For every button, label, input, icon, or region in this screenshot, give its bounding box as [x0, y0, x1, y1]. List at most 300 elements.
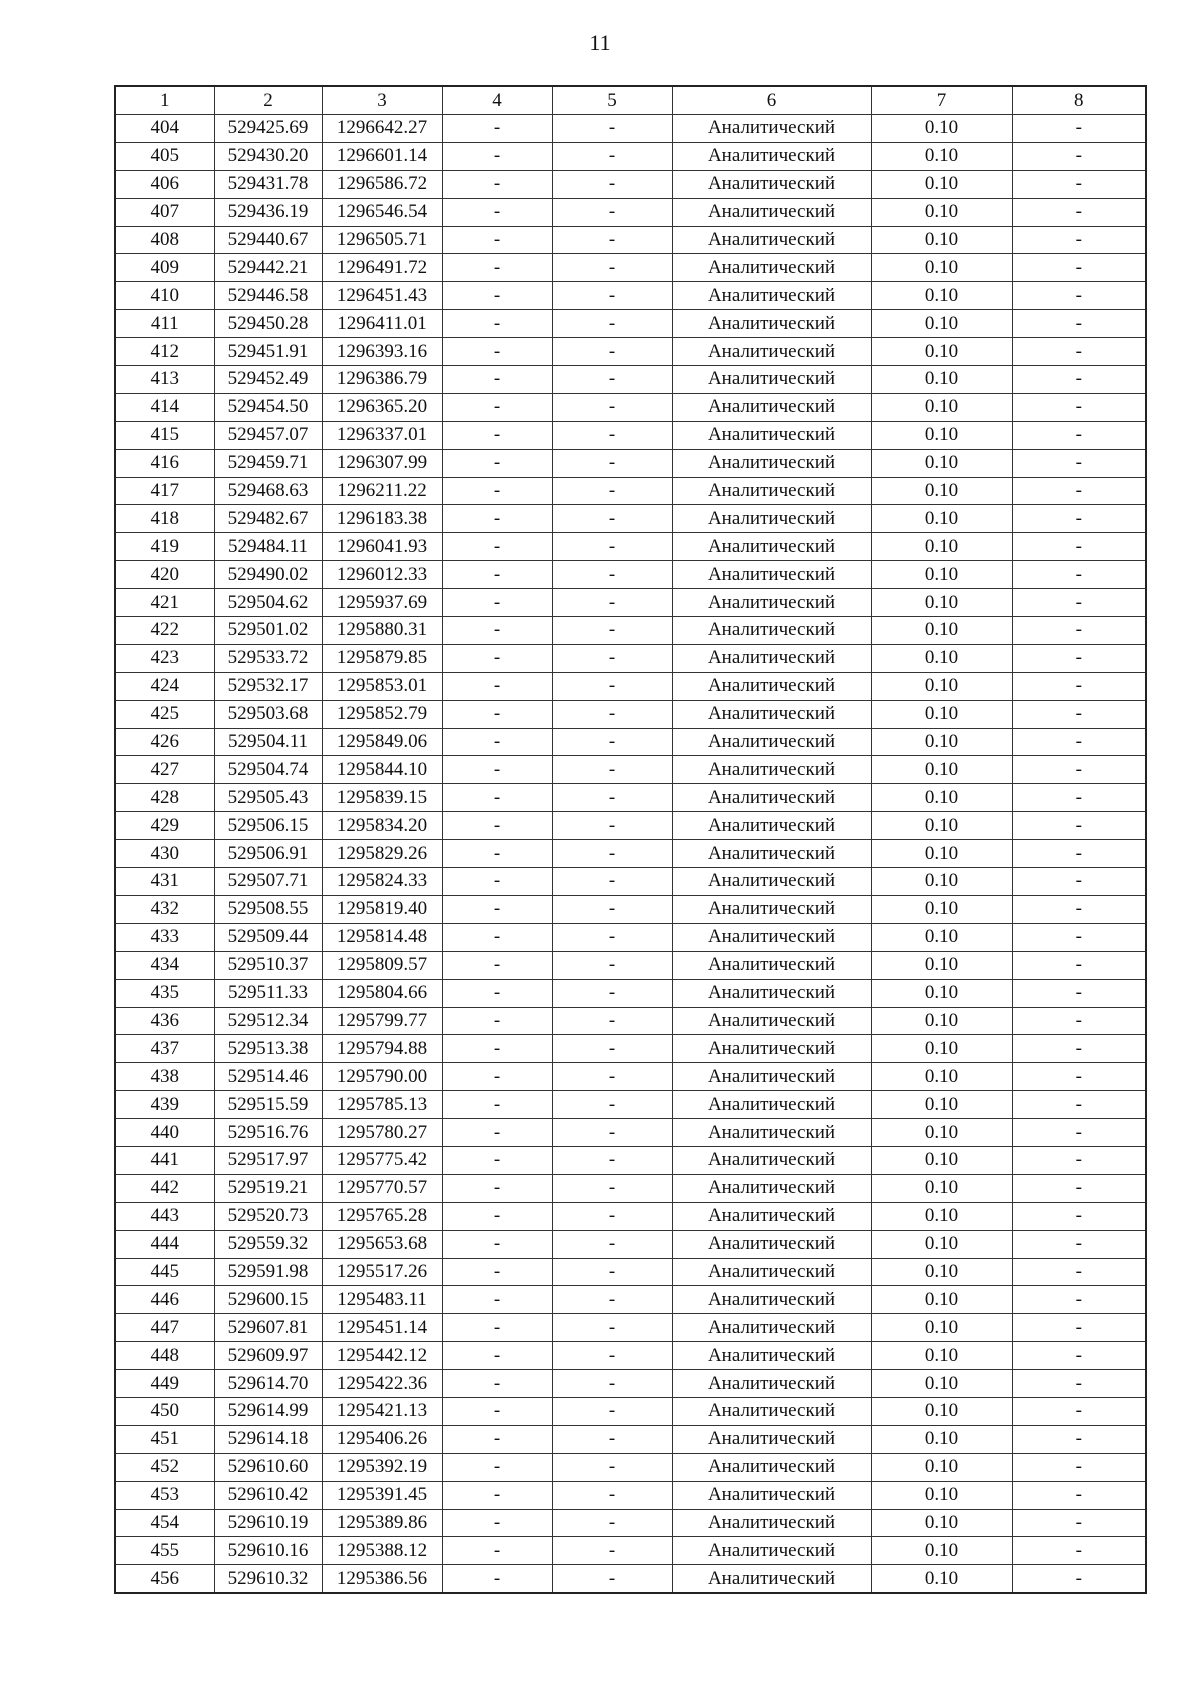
column-header: 1: [115, 86, 214, 115]
cell-column-5: -: [552, 1453, 672, 1481]
cell-column-4: -: [442, 561, 552, 589]
cell-method: Аналитический: [672, 1481, 871, 1509]
cell-y-coordinate: 1295451.14: [322, 1314, 442, 1342]
table-row: [115, 1370, 1146, 1398]
cell-column-8: -: [1012, 1258, 1146, 1286]
table-row: [115, 1202, 1146, 1230]
cell-column-5: -: [552, 1174, 672, 1202]
cell-y-coordinate: 1295794.88: [322, 1035, 442, 1063]
cell-x-coordinate: 529504.74: [214, 756, 322, 784]
cell-y-coordinate: 1296586.72: [322, 170, 442, 198]
cell-column-4: -: [442, 254, 552, 282]
cell-accuracy: 0.10: [871, 1286, 1012, 1314]
table-row: [115, 142, 1146, 170]
cell-point-number: 441: [115, 1146, 214, 1174]
cell-y-coordinate: 1295775.42: [322, 1146, 442, 1174]
cell-x-coordinate: 529610.19: [214, 1509, 322, 1537]
cell-point-number: 451: [115, 1425, 214, 1453]
page-number: 11: [589, 30, 611, 55]
cell-x-coordinate: 529614.18: [214, 1425, 322, 1453]
cell-y-coordinate: 1295483.11: [322, 1286, 442, 1314]
cell-y-coordinate: 1296041.93: [322, 533, 442, 561]
column-header: 6: [672, 86, 871, 115]
cell-column-4: -: [442, 644, 552, 672]
cell-y-coordinate: 1295804.66: [322, 979, 442, 1007]
cell-column-5: -: [552, 979, 672, 1007]
cell-column-8: -: [1012, 393, 1146, 421]
cell-point-number: 430: [115, 840, 214, 868]
cell-point-number: 427: [115, 756, 214, 784]
cell-accuracy: 0.10: [871, 1342, 1012, 1370]
cell-y-coordinate: 1295834.20: [322, 812, 442, 840]
cell-point-number: 443: [115, 1202, 214, 1230]
cell-point-number: 434: [115, 951, 214, 979]
cell-column-5: -: [552, 1314, 672, 1342]
cell-point-number: 453: [115, 1481, 214, 1509]
cell-point-number: 410: [115, 282, 214, 310]
cell-column-5: -: [552, 198, 672, 226]
cell-column-4: -: [442, 728, 552, 756]
cell-accuracy: 0.10: [871, 115, 1012, 143]
table-row: [115, 1397, 1146, 1425]
cell-point-number: 456: [115, 1565, 214, 1593]
cell-column-5: -: [552, 115, 672, 143]
cell-column-4: -: [442, 1370, 552, 1398]
cell-x-coordinate: 529442.21: [214, 254, 322, 282]
cell-column-8: -: [1012, 338, 1146, 366]
table-row: [115, 895, 1146, 923]
cell-column-5: -: [552, 226, 672, 254]
cell-column-8: -: [1012, 1453, 1146, 1481]
cell-column-5: -: [552, 1537, 672, 1565]
cell-x-coordinate: 529509.44: [214, 923, 322, 951]
cell-column-8: -: [1012, 979, 1146, 1007]
cell-y-coordinate: 1296386.79: [322, 366, 442, 394]
cell-method: Аналитический: [672, 1035, 871, 1063]
cell-accuracy: 0.10: [871, 1202, 1012, 1230]
cell-method: Аналитический: [672, 366, 871, 394]
coordinates-table: [114, 85, 1147, 1594]
table-row: [115, 254, 1146, 282]
cell-column-8: -: [1012, 477, 1146, 505]
cell-column-8: -: [1012, 923, 1146, 951]
cell-column-4: -: [442, 393, 552, 421]
cell-point-number: 425: [115, 700, 214, 728]
cell-method: Аналитический: [672, 1565, 871, 1593]
cell-method: Аналитический: [672, 1146, 871, 1174]
cell-x-coordinate: 529490.02: [214, 561, 322, 589]
cell-y-coordinate: 1295388.12: [322, 1537, 442, 1565]
cell-column-8: -: [1012, 1314, 1146, 1342]
cell-method: Аналитический: [672, 840, 871, 868]
cell-x-coordinate: 529517.97: [214, 1146, 322, 1174]
cell-accuracy: 0.10: [871, 1007, 1012, 1035]
cell-column-4: -: [442, 1146, 552, 1174]
cell-accuracy: 0.10: [871, 1481, 1012, 1509]
cell-accuracy: 0.10: [871, 1119, 1012, 1147]
cell-column-8: -: [1012, 1202, 1146, 1230]
cell-y-coordinate: 1295392.19: [322, 1453, 442, 1481]
cell-column-4: -: [442, 1565, 552, 1593]
cell-method: Аналитический: [672, 868, 871, 896]
cell-column-5: -: [552, 1342, 672, 1370]
cell-column-4: -: [442, 366, 552, 394]
cell-y-coordinate: 1295853.01: [322, 672, 442, 700]
table-row: [115, 979, 1146, 1007]
cell-y-coordinate: 1295849.06: [322, 728, 442, 756]
cell-point-number: 424: [115, 672, 214, 700]
cell-accuracy: 0.10: [871, 868, 1012, 896]
cell-column-8: -: [1012, 1286, 1146, 1314]
cell-column-8: -: [1012, 812, 1146, 840]
cell-column-4: -: [442, 338, 552, 366]
cell-column-5: -: [552, 170, 672, 198]
cell-point-number: 408: [115, 226, 214, 254]
cell-method: Аналитический: [672, 226, 871, 254]
cell-point-number: 440: [115, 1119, 214, 1147]
cell-column-4: -: [442, 1509, 552, 1537]
cell-accuracy: 0.10: [871, 756, 1012, 784]
cell-point-number: 422: [115, 617, 214, 645]
cell-x-coordinate: 529609.97: [214, 1342, 322, 1370]
cell-column-5: -: [552, 366, 672, 394]
cell-column-5: -: [552, 393, 672, 421]
cell-accuracy: 0.10: [871, 505, 1012, 533]
cell-column-4: -: [442, 142, 552, 170]
cell-method: Аналитический: [672, 1202, 871, 1230]
cell-point-number: 409: [115, 254, 214, 282]
table-row: [115, 1230, 1146, 1258]
cell-point-number: 419: [115, 533, 214, 561]
cell-point-number: 415: [115, 421, 214, 449]
cell-method: Аналитический: [672, 170, 871, 198]
cell-column-8: -: [1012, 170, 1146, 198]
cell-accuracy: 0.10: [871, 561, 1012, 589]
cell-column-8: -: [1012, 756, 1146, 784]
cell-y-coordinate: 1296337.01: [322, 421, 442, 449]
cell-accuracy: 0.10: [871, 672, 1012, 700]
cell-column-8: -: [1012, 198, 1146, 226]
cell-x-coordinate: 529614.99: [214, 1397, 322, 1425]
cell-point-number: 418: [115, 505, 214, 533]
cell-method: Аналитический: [672, 533, 871, 561]
cell-column-4: -: [442, 812, 552, 840]
cell-accuracy: 0.10: [871, 282, 1012, 310]
cell-column-4: -: [442, 1174, 552, 1202]
cell-y-coordinate: 1296307.99: [322, 449, 442, 477]
cell-method: Аналитический: [672, 617, 871, 645]
cell-x-coordinate: 529513.38: [214, 1035, 322, 1063]
cell-y-coordinate: 1296012.33: [322, 561, 442, 589]
cell-x-coordinate: 529501.02: [214, 617, 322, 645]
cell-column-5: -: [552, 700, 672, 728]
cell-method: Аналитический: [672, 561, 871, 589]
table-row: [115, 1481, 1146, 1509]
cell-accuracy: 0.10: [871, 310, 1012, 338]
cell-method: Аналитический: [672, 728, 871, 756]
cell-column-8: -: [1012, 561, 1146, 589]
cell-method: Аналитический: [672, 310, 871, 338]
cell-point-number: 449: [115, 1370, 214, 1398]
cell-accuracy: 0.10: [871, 617, 1012, 645]
table-row: [115, 1314, 1146, 1342]
cell-accuracy: 0.10: [871, 1314, 1012, 1342]
cell-y-coordinate: 1295880.31: [322, 617, 442, 645]
table-row: [115, 533, 1146, 561]
cell-point-number: 431: [115, 868, 214, 896]
table-row: [115, 1342, 1146, 1370]
cell-y-coordinate: 1295879.85: [322, 644, 442, 672]
cell-accuracy: 0.10: [871, 366, 1012, 394]
cell-accuracy: 0.10: [871, 1174, 1012, 1202]
cell-x-coordinate: 529484.11: [214, 533, 322, 561]
cell-accuracy: 0.10: [871, 1509, 1012, 1537]
cell-column-5: -: [552, 728, 672, 756]
cell-point-number: 433: [115, 923, 214, 951]
cell-point-number: 417: [115, 477, 214, 505]
cell-y-coordinate: 1295517.26: [322, 1258, 442, 1286]
cell-method: Аналитический: [672, 254, 871, 282]
cell-column-8: -: [1012, 449, 1146, 477]
cell-point-number: 437: [115, 1035, 214, 1063]
cell-column-8: -: [1012, 1370, 1146, 1398]
cell-column-5: -: [552, 1146, 672, 1174]
table-row: [115, 198, 1146, 226]
cell-x-coordinate: 529436.19: [214, 198, 322, 226]
cell-column-4: -: [442, 1453, 552, 1481]
table-row: [115, 644, 1146, 672]
cell-y-coordinate: 1296451.43: [322, 282, 442, 310]
cell-method: Аналитический: [672, 756, 871, 784]
cell-point-number: 426: [115, 728, 214, 756]
cell-column-8: -: [1012, 728, 1146, 756]
cell-accuracy: 0.10: [871, 1425, 1012, 1453]
table-row: [115, 310, 1146, 338]
column-header: 3: [322, 86, 442, 115]
cell-method: Аналитический: [672, 1286, 871, 1314]
cell-column-5: -: [552, 1063, 672, 1091]
cell-x-coordinate: 529516.76: [214, 1119, 322, 1147]
cell-y-coordinate: 1295406.26: [322, 1425, 442, 1453]
cell-point-number: 444: [115, 1230, 214, 1258]
cell-accuracy: 0.10: [871, 840, 1012, 868]
cell-column-8: -: [1012, 1342, 1146, 1370]
cell-column-4: -: [442, 1425, 552, 1453]
cell-column-5: -: [552, 533, 672, 561]
cell-column-4: -: [442, 617, 552, 645]
cell-accuracy: 0.10: [871, 1146, 1012, 1174]
table-row: [115, 449, 1146, 477]
cell-accuracy: 0.10: [871, 170, 1012, 198]
cell-column-5: -: [552, 505, 672, 533]
cell-column-4: -: [442, 1063, 552, 1091]
cell-column-8: -: [1012, 1425, 1146, 1453]
cell-point-number: 421: [115, 589, 214, 617]
cell-method: Аналитический: [672, 198, 871, 226]
cell-column-4: -: [442, 1091, 552, 1119]
cell-column-4: -: [442, 1258, 552, 1286]
cell-column-5: -: [552, 812, 672, 840]
cell-y-coordinate: 1296393.16: [322, 338, 442, 366]
column-header: 5: [552, 86, 672, 115]
cell-column-8: -: [1012, 533, 1146, 561]
table-row: [115, 226, 1146, 254]
table-row: [115, 115, 1146, 143]
cell-column-5: -: [552, 1119, 672, 1147]
table-row: [115, 812, 1146, 840]
table-row: [115, 1007, 1146, 1035]
table-row: [115, 1258, 1146, 1286]
cell-accuracy: 0.10: [871, 1063, 1012, 1091]
table-row: [115, 617, 1146, 645]
cell-y-coordinate: 1295391.45: [322, 1481, 442, 1509]
cell-x-coordinate: 529468.63: [214, 477, 322, 505]
cell-y-coordinate: 1296642.27: [322, 115, 442, 143]
cell-column-4: -: [442, 198, 552, 226]
cell-column-5: -: [552, 1509, 672, 1537]
cell-column-4: -: [442, 700, 552, 728]
cell-method: Аналитический: [672, 477, 871, 505]
cell-column-4: -: [442, 895, 552, 923]
cell-column-4: -: [442, 784, 552, 812]
cell-column-5: -: [552, 589, 672, 617]
cell-y-coordinate: 1295785.13: [322, 1091, 442, 1119]
cell-column-5: -: [552, 1230, 672, 1258]
cell-x-coordinate: 529532.17: [214, 672, 322, 700]
cell-accuracy: 0.10: [871, 728, 1012, 756]
cell-column-5: -: [552, 756, 672, 784]
cell-x-coordinate: 529454.50: [214, 393, 322, 421]
cell-accuracy: 0.10: [871, 951, 1012, 979]
cell-x-coordinate: 529610.16: [214, 1537, 322, 1565]
cell-accuracy: 0.10: [871, 533, 1012, 561]
cell-column-8: -: [1012, 868, 1146, 896]
cell-column-4: -: [442, 282, 552, 310]
cell-column-5: -: [552, 644, 672, 672]
cell-column-4: -: [442, 1481, 552, 1509]
cell-method: Аналитический: [672, 784, 871, 812]
cell-method: Аналитический: [672, 589, 871, 617]
cell-point-number: 455: [115, 1537, 214, 1565]
cell-x-coordinate: 529451.91: [214, 338, 322, 366]
cell-column-5: -: [552, 1091, 672, 1119]
cell-method: Аналитический: [672, 1342, 871, 1370]
table-row: [115, 282, 1146, 310]
cell-column-4: -: [442, 477, 552, 505]
cell-x-coordinate: 529614.70: [214, 1370, 322, 1398]
cell-x-coordinate: 529459.71: [214, 449, 322, 477]
cell-column-8: -: [1012, 1397, 1146, 1425]
cell-y-coordinate: 1295937.69: [322, 589, 442, 617]
cell-column-8: -: [1012, 1119, 1146, 1147]
cell-column-4: -: [442, 840, 552, 868]
cell-point-number: 445: [115, 1258, 214, 1286]
cell-x-coordinate: 529440.67: [214, 226, 322, 254]
cell-column-4: -: [442, 1035, 552, 1063]
cell-point-number: 411: [115, 310, 214, 338]
cell-accuracy: 0.10: [871, 421, 1012, 449]
cell-y-coordinate: 1296601.14: [322, 142, 442, 170]
cell-column-8: -: [1012, 895, 1146, 923]
cell-point-number: 414: [115, 393, 214, 421]
cell-column-5: -: [552, 561, 672, 589]
cell-y-coordinate: 1295814.48: [322, 923, 442, 951]
cell-point-number: 428: [115, 784, 214, 812]
cell-x-coordinate: 529450.28: [214, 310, 322, 338]
cell-column-8: -: [1012, 1537, 1146, 1565]
cell-column-4: -: [442, 756, 552, 784]
cell-y-coordinate: 1295799.77: [322, 1007, 442, 1035]
cell-column-5: -: [552, 784, 672, 812]
cell-column-8: -: [1012, 700, 1146, 728]
cell-point-number: 447: [115, 1314, 214, 1342]
cell-accuracy: 0.10: [871, 589, 1012, 617]
cell-column-8: -: [1012, 1007, 1146, 1035]
cell-column-5: -: [552, 895, 672, 923]
cell-column-4: -: [442, 1202, 552, 1230]
cell-column-5: -: [552, 449, 672, 477]
cell-y-coordinate: 1295852.79: [322, 700, 442, 728]
cell-point-number: 432: [115, 895, 214, 923]
cell-point-number: 406: [115, 170, 214, 198]
cell-column-8: -: [1012, 142, 1146, 170]
cell-column-4: -: [442, 170, 552, 198]
table-row: [115, 1286, 1146, 1314]
cell-column-8: -: [1012, 310, 1146, 338]
cell-column-5: -: [552, 421, 672, 449]
cell-accuracy: 0.10: [871, 812, 1012, 840]
cell-method: Аналитический: [672, 812, 871, 840]
cell-accuracy: 0.10: [871, 700, 1012, 728]
cell-column-5: -: [552, 840, 672, 868]
cell-x-coordinate: 529512.34: [214, 1007, 322, 1035]
table-row: [115, 1091, 1146, 1119]
cell-x-coordinate: 529533.72: [214, 644, 322, 672]
cell-method: Аналитический: [672, 895, 871, 923]
cell-point-number: 412: [115, 338, 214, 366]
cell-column-4: -: [442, 226, 552, 254]
column-header: 2: [214, 86, 322, 115]
cell-column-4: -: [442, 979, 552, 1007]
cell-column-4: -: [442, 115, 552, 143]
cell-column-5: -: [552, 1258, 672, 1286]
table-row: [115, 868, 1146, 896]
cell-accuracy: 0.10: [871, 895, 1012, 923]
cell-column-4: -: [442, 1314, 552, 1342]
cell-column-5: -: [552, 617, 672, 645]
cell-x-coordinate: 529510.37: [214, 951, 322, 979]
cell-method: Аналитический: [672, 1007, 871, 1035]
table-row: [115, 505, 1146, 533]
cell-y-coordinate: 1296546.54: [322, 198, 442, 226]
cell-x-coordinate: 529457.07: [214, 421, 322, 449]
cell-accuracy: 0.10: [871, 393, 1012, 421]
table-row: [115, 1119, 1146, 1147]
cell-column-8: -: [1012, 1035, 1146, 1063]
table-row: [115, 784, 1146, 812]
cell-column-8: -: [1012, 672, 1146, 700]
table-row: [115, 672, 1146, 700]
table-body: [115, 115, 1146, 1594]
cell-method: Аналитический: [672, 421, 871, 449]
cell-column-5: -: [552, 477, 672, 505]
cell-x-coordinate: 529511.33: [214, 979, 322, 1007]
cell-column-4: -: [442, 1397, 552, 1425]
cell-column-4: -: [442, 868, 552, 896]
cell-y-coordinate: 1296183.38: [322, 505, 442, 533]
cell-column-4: -: [442, 1119, 552, 1147]
cell-accuracy: 0.10: [871, 254, 1012, 282]
